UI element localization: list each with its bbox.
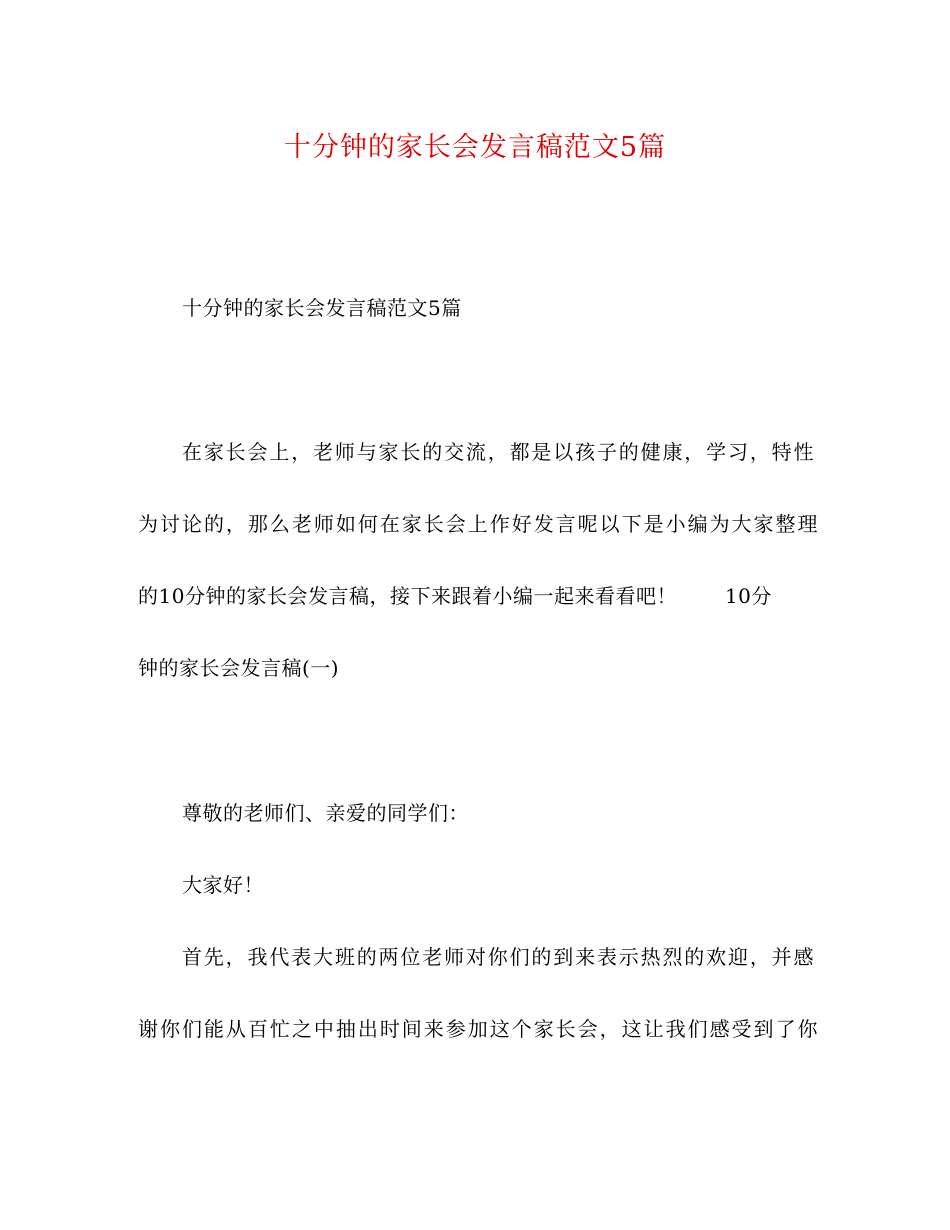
- intro-line-2: 为讨论的，那么老师如何在家长会上作好发言呢以下是小编为大家整理: [138, 512, 818, 536]
- salutation: 尊敬的老师们、亲爱的同学们：: [182, 801, 469, 825]
- greeting: 大家好！: [182, 873, 264, 897]
- body-line-1: 首先，我代表大班的两位老师对你们的到来表示热烈的欢迎，并感: [182, 945, 814, 969]
- subtitle: 十分钟的家长会发言稿范文5篇: [182, 296, 462, 320]
- intro-line-4: 钟的家长会发言稿(一): [138, 656, 340, 680]
- intro-line-3-tail: 10分: [724, 584, 772, 608]
- intro-line-1: 在家长会上，老师与家长的交流，都是以孩子的健康，学习，特性: [182, 440, 814, 464]
- intro-line-3-text: 的10分钟的家长会发言稿，接下来跟着小编一起来看看吧！: [138, 584, 677, 608]
- body-line-2: 谢你们能从百忙之中抽出时间来参加这个家长会，这让我们感受到了你: [138, 1017, 818, 1041]
- intro-line-3: [138, 580, 818, 612]
- document-title: 十分钟的家长会发言稿范文5篇: [283, 132, 667, 163]
